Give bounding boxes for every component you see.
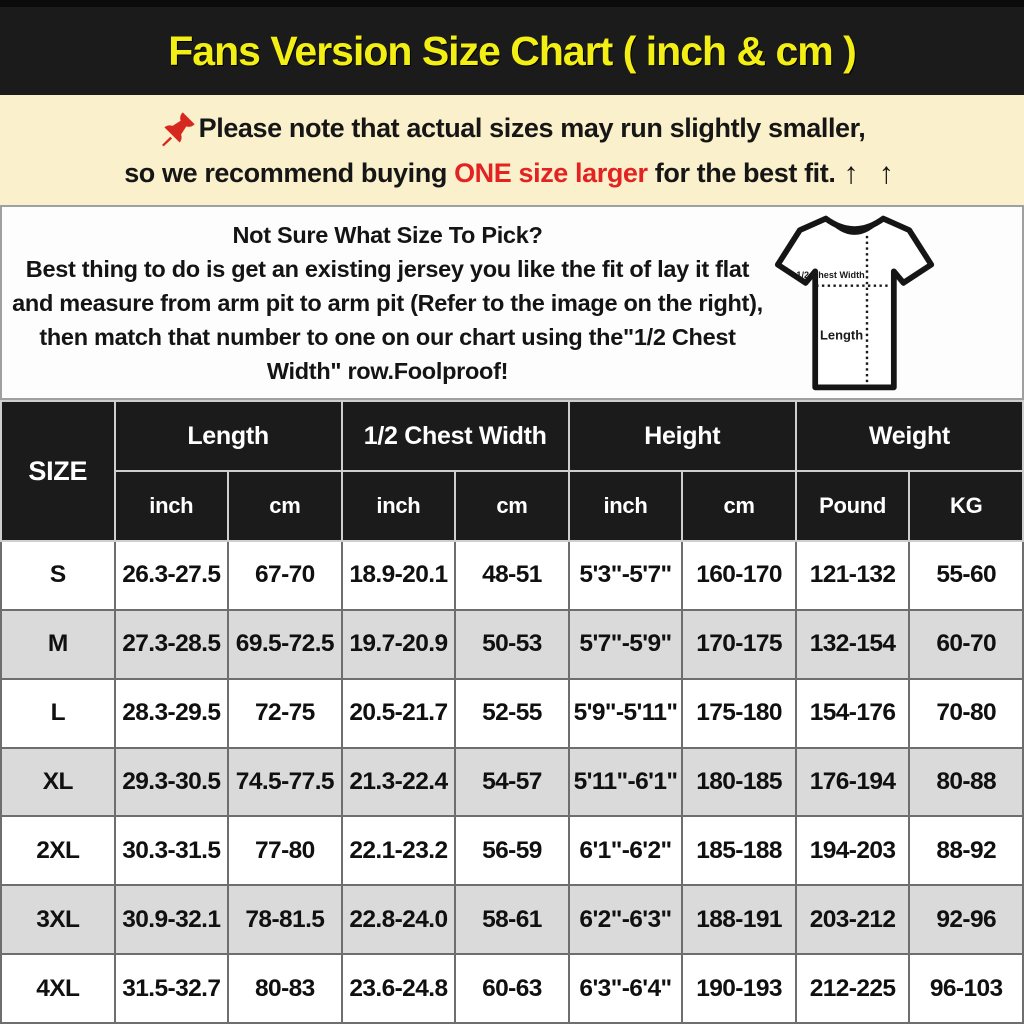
value-cell: 60-63: [455, 954, 569, 1023]
value-cell: 19.7-20.9: [342, 610, 456, 679]
value-cell: 6'2"-6'3": [569, 885, 683, 954]
instruction-line: Best thing to do is get an existing jersey you like the fit of lay it flat: [25, 255, 750, 282]
up-arrows-icon: ↑ ↑: [843, 156, 900, 190]
value-cell: 121-132: [796, 541, 910, 610]
value-cell: 27.3-28.5: [115, 610, 229, 679]
value-cell: 18.9-20.1: [342, 541, 456, 610]
size-cell: L: [1, 679, 115, 748]
chest-width-label: 1/2 Chest Width: [796, 270, 865, 281]
value-cell: 132-154: [796, 610, 910, 679]
value-cell: 28.3-29.5: [115, 679, 229, 748]
value-cell: 185-188: [682, 816, 796, 885]
value-cell: 6'3"-6'4": [569, 954, 683, 1023]
size-cell: 4XL: [1, 954, 115, 1023]
value-cell: 20.5-21.7: [342, 679, 456, 748]
value-cell: 23.6-24.8: [342, 954, 456, 1023]
unit-header: cm: [455, 471, 569, 541]
note-section: [0, 95, 1024, 205]
value-cell: 26.3-27.5: [115, 541, 229, 610]
value-cell: 188-191: [682, 885, 796, 954]
value-cell: 180-185: [682, 748, 796, 817]
value-cell: 22.8-24.0: [342, 885, 456, 954]
value-cell: 5'7"-5'9": [569, 610, 683, 679]
size-cell: 2XL: [1, 816, 115, 885]
note-line-1: [159, 110, 866, 148]
value-cell: 80-88: [909, 748, 1023, 817]
value-cell: 5'11"-6'1": [569, 748, 683, 817]
value-cell: 58-61: [455, 885, 569, 954]
table-row: [1, 816, 1023, 885]
unit-header: inch: [569, 471, 683, 541]
value-cell: 30.3-31.5: [115, 816, 229, 885]
instruction-line: Not Sure What Size To Pick?: [232, 221, 543, 248]
value-cell: 154-176: [796, 679, 910, 748]
value-cell: 175-180: [682, 679, 796, 748]
value-cell: 176-194: [796, 748, 910, 817]
note-line-2: [124, 157, 900, 191]
table-row: [1, 679, 1023, 748]
unit-header: inch: [115, 471, 229, 541]
instructions-text: [2, 218, 767, 388]
unit-header: cm: [228, 471, 342, 541]
pushpin-icon: [159, 110, 197, 148]
value-cell: 74.5-77.5: [228, 748, 342, 817]
value-cell: 92-96: [909, 885, 1023, 954]
value-cell: 30.9-32.1: [115, 885, 229, 954]
table-row: [1, 610, 1023, 679]
value-cell: 170-175: [682, 610, 796, 679]
value-cell: 72-75: [228, 679, 342, 748]
instruction-line: and measure from arm pit to arm pit (Refer to the image on the right),: [12, 289, 763, 316]
table-row: [1, 885, 1023, 954]
length-group-header: Length: [115, 401, 342, 471]
weight-group-header: Weight: [796, 401, 1023, 471]
value-cell: 194-203: [796, 816, 910, 885]
value-cell: 5'3"-5'7": [569, 541, 683, 610]
instruction-line: Width" row.Foolproof!: [266, 357, 509, 384]
size-cell: 3XL: [1, 885, 115, 954]
value-cell: 88-92: [909, 816, 1023, 885]
note-text-2a: so we recommend buying: [124, 158, 455, 188]
value-cell: 54-57: [455, 748, 569, 817]
unit-header: cm: [682, 471, 796, 541]
unit-header: inch: [342, 471, 456, 541]
value-cell: 160-170: [682, 541, 796, 610]
value-cell: 212-225: [796, 954, 910, 1023]
size-table-header: [1, 401, 1023, 541]
value-cell: 6'1"-6'2": [569, 816, 683, 885]
length-label: Length: [820, 327, 864, 343]
header-bar: [0, 0, 1024, 95]
instruction-line: then match that number to one on our chart using the"1/2 Chest: [39, 323, 736, 350]
size-cell: M: [1, 610, 115, 679]
value-cell: 69.5-72.5: [228, 610, 342, 679]
size-cell: XL: [1, 748, 115, 817]
tshirt-icon: [771, 209, 939, 396]
note-text-1: Please note that actual sizes may run slightly smaller,: [198, 113, 866, 143]
value-cell: 48-51: [455, 541, 569, 610]
value-cell: 67-70: [228, 541, 342, 610]
value-cell: 78-81.5: [228, 885, 342, 954]
instructions-section: [0, 205, 1024, 400]
chest-width-group-header: 1/2 Chest Width: [342, 401, 569, 471]
size-table-body: [1, 541, 1023, 1023]
unit-header: KG: [909, 471, 1023, 541]
page-title: Fans Version Size Chart ( inch & cm ): [168, 27, 856, 74]
note-text-2b: for the best fit.: [647, 158, 836, 188]
value-cell: 80-83: [228, 954, 342, 1023]
value-cell: 21.3-22.4: [342, 748, 456, 817]
size-cell: S: [1, 541, 115, 610]
value-cell: 55-60: [909, 541, 1023, 610]
value-cell: 31.5-32.7: [115, 954, 229, 1023]
value-cell: 60-70: [909, 610, 1023, 679]
table-row: [1, 748, 1023, 817]
height-group-header: Height: [569, 401, 796, 471]
table-row: [1, 954, 1023, 1023]
value-cell: 56-59: [455, 816, 569, 885]
size-table: [0, 400, 1024, 1024]
value-cell: 190-193: [682, 954, 796, 1023]
table-row: [1, 541, 1023, 610]
size-column-header: SIZE: [1, 401, 115, 541]
value-cell: 77-80: [228, 816, 342, 885]
value-cell: 5'9"-5'11": [569, 679, 683, 748]
unit-header: Pound: [796, 471, 910, 541]
value-cell: 50-53: [455, 610, 569, 679]
value-cell: 29.3-30.5: [115, 748, 229, 817]
value-cell: 52-55: [455, 679, 569, 748]
tshirt-diagram: [767, 207, 1022, 398]
note-highlight: ONE size larger: [454, 158, 648, 188]
value-cell: 96-103: [909, 954, 1023, 1023]
value-cell: 22.1-23.2: [342, 816, 456, 885]
value-cell: 203-212: [796, 885, 910, 954]
value-cell: 70-80: [909, 679, 1023, 748]
